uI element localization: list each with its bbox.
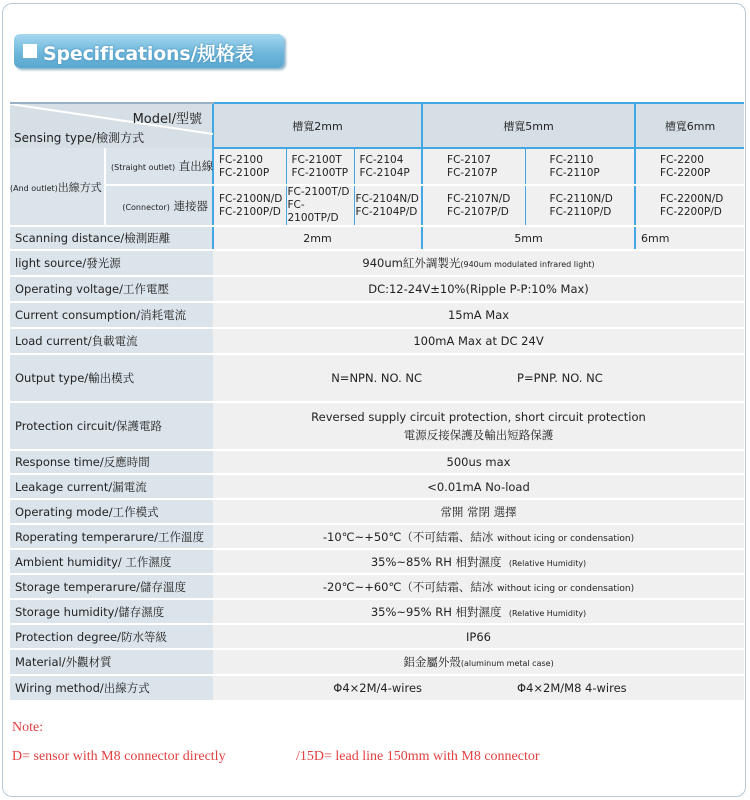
light-source-main: 940um紅外調製光 [362, 256, 461, 270]
protection-degree-value: IP66 [213, 624, 744, 649]
operating-mode-label: Operating mode/工作模式 [10, 499, 213, 524]
model-number: FC-2110 [549, 153, 594, 166]
model-cell [213, 148, 286, 185]
straight-outlet-cell [105, 148, 213, 185]
model-cell [286, 185, 354, 226]
material-value [213, 649, 744, 675]
storage-temperature-value [213, 574, 744, 599]
model-number: FC-2107N/D [447, 192, 511, 205]
light-source-label: light source/發光源 [10, 250, 213, 276]
output-type-npn: N=NPN. NO. NC [213, 354, 422, 402]
protection-circuit-value [213, 402, 744, 450]
outlet-label-cell [10, 148, 105, 226]
material-main: 鋁金屬外殼 [403, 655, 461, 669]
square-bullet-icon [23, 44, 37, 58]
scanning-distance-5mm: 5mm [422, 226, 635, 250]
group-header-2mm: 槽寬2mm [213, 103, 422, 148]
spec-table [10, 102, 744, 702]
model-number: FC-2107 [447, 153, 491, 166]
storage-humidity-value [213, 599, 744, 624]
protection-circuit-zh: 電源反接保護及輸出短路保護 [403, 428, 554, 442]
scanning-distance-6mm: 6mm [635, 226, 744, 250]
model-number: FC-2100 [219, 153, 263, 166]
note-15d: /15D= lead line 150mm with M8 connector [296, 749, 540, 764]
operating-voltage-value: DC:12-24V±10%(Ripple P-P:10% Max) [213, 276, 744, 302]
model-number: FC-2110P [549, 166, 600, 179]
response-time-label: Response time/反應時間 [10, 450, 213, 474]
model-number: FC-2110P/D [549, 205, 612, 218]
load-current-label: Load current/負載電流 [10, 328, 213, 354]
protection-circuit-en: Reversed supply circuit protection, short circuit protection [311, 410, 646, 424]
protection-circuit-label: Protection circuit/保護電路 [10, 402, 213, 450]
material-small: (aluminum metal case) [460, 659, 554, 668]
connector-small: (Connector) [122, 202, 170, 212]
model-number: FC-2100P/D [219, 205, 281, 218]
ambient-humidity-value [213, 549, 744, 574]
storage-humidity-label: Storage humidity/儲存濕度 [10, 599, 213, 624]
page-title: Specifications/规格表 [43, 43, 254, 65]
model-number: FC-2200N/D [660, 192, 724, 205]
storage-temperature-label: Storage temperarure/儲存溫度 [10, 574, 213, 599]
group-header-6mm: 槽寬6mm [635, 103, 744, 148]
model-number: FC-2200 [660, 153, 704, 166]
operating-temperature-main: -10℃~+50℃（不可結霜、結冰 [322, 529, 494, 544]
model-number: FC-2104N/D [355, 192, 419, 205]
operating-voltage-label: Operating voltage/工作電壓 [10, 276, 213, 302]
current-consumption-value: 15mA Max [213, 302, 744, 328]
output-type-pnp: P=PNP. NO. NC [422, 354, 744, 402]
model-number: FC-2100T [291, 153, 342, 166]
wiring-method-left: Φ4×2M/4-wires [213, 675, 422, 701]
sensing-type-label: Sensing type/檢測方式 [14, 131, 145, 145]
model-number: FC-2200P/D [660, 205, 722, 218]
ambient-humidity-small: (Relative Humidity) [508, 558, 587, 568]
storage-humidity-small: (Relative Humidity) [508, 608, 587, 618]
straight-outlet-label: 直出線 [178, 159, 214, 173]
storage-temperature-main: -20℃~+60℃（不可結霜、結冰 [322, 579, 494, 594]
protection-degree-label: Protection degree/防水等級 [10, 624, 213, 649]
model-number: FC-2104 [359, 153, 404, 166]
model-number: FC-2100TP [291, 166, 349, 179]
model-cell [422, 148, 525, 185]
connector-cell [105, 185, 213, 226]
operating-temperature-label: Roperating temperarure/工作溫度 [10, 524, 213, 549]
model-cell [525, 148, 635, 185]
model-cell [286, 148, 354, 185]
wiring-method-label: Wiring method/出線方式 [10, 675, 213, 701]
model-number: FC-2100TP/D [287, 199, 339, 224]
model-number: FC-2100P [219, 166, 270, 179]
group-header-5mm: 槽寬5mm [422, 103, 635, 148]
model-number: FC-2100T/D [287, 186, 350, 198]
scanning-distance-label: Scanning distance/檢測距離 [10, 226, 213, 250]
model-cell [354, 185, 422, 226]
output-type-label: Output type/輸出模式 [10, 354, 213, 402]
model-cell [525, 185, 635, 226]
model-cell [635, 148, 744, 185]
wiring-method-right: Φ4×2M/M8 4-wires [422, 675, 744, 701]
ambient-humidity-label: Ambient humidity/ 工作濕度 [10, 549, 213, 574]
model-label: Model/型號 [132, 112, 202, 127]
model-cell [635, 185, 744, 226]
model-number: FC-2107P [447, 166, 498, 179]
storage-humidity-main: 35%~95% RH 相對濕度 [370, 604, 502, 619]
connector-label: 連接器 [173, 198, 208, 213]
straight-outlet-small: (Straight outlet) [111, 163, 176, 172]
model-number: FC-2104P/D [355, 205, 418, 218]
light-source-small: (940um modulated infrared light) [460, 260, 595, 269]
model-number: FC-2110N/D [549, 192, 613, 205]
note-title: Note: [12, 720, 44, 735]
title-banner [14, 34, 284, 68]
scanning-distance-2mm: 2mm [213, 226, 422, 250]
note-d: D= sensor with M8 connector directly [12, 749, 226, 764]
model-number: FC-2107P/D [447, 205, 509, 218]
response-time-value: 500us max [213, 450, 744, 474]
leakage-current-value: <0.01mA No-load [213, 474, 744, 499]
operating-temperature-small: without icing or condensation) [497, 533, 635, 544]
outlet-label: 出線方式 [57, 180, 102, 194]
model-cell [422, 185, 525, 226]
operating-mode-value: 常開 常閉 選擇 [213, 499, 744, 524]
ambient-humidity-main: 35%~85% RH 相對濕度 [370, 554, 502, 569]
operating-temperature-value [213, 524, 744, 549]
model-cell [354, 148, 422, 185]
light-source-value [213, 250, 744, 276]
model-number: FC-2200P [660, 166, 711, 179]
outlet-label-small: (And outlet) [10, 183, 58, 193]
leakage-current-label: Leakage current/漏電流 [10, 474, 213, 499]
storage-temperature-small: without icing or condensation) [497, 583, 635, 594]
material-label: Material/外觀材質 [10, 649, 213, 675]
current-consumption-label: Current consumption/消耗電流 [10, 302, 213, 328]
model-number: FC-2100N/D [219, 192, 283, 205]
model-header-cell [10, 103, 213, 148]
model-cell [213, 185, 286, 226]
model-number: FC-2104P [359, 166, 410, 179]
load-current-value: 100mA Max at DC 24V [213, 328, 744, 354]
